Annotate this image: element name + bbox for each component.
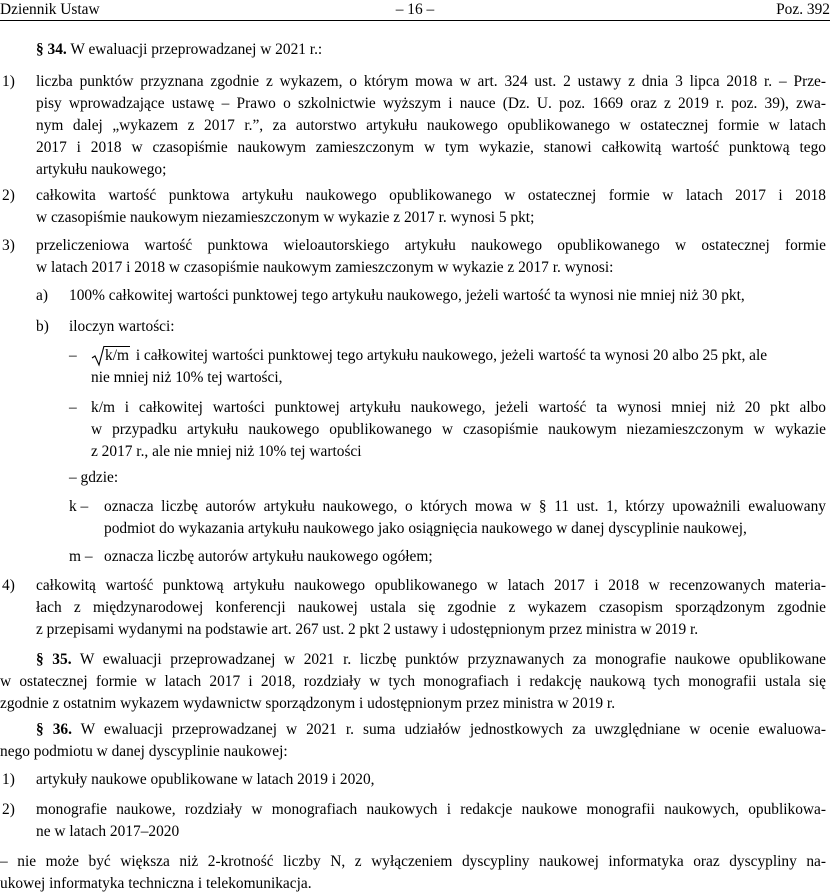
- item-3-line-2: w latach 2017 i 2018 w czasopiśmie naukowym zamieszczonym w wykazie z 2017 r. wynosi:: [36, 259, 614, 276]
- section-36-line-1: [36, 720, 826, 740]
- section-35-line-2: w ostatecznej formie w latach 2017 i 2018, rozdziały w tych monografiach i redakcję naukową tych monografii ustala się: [0, 673, 826, 690]
- section-35-line-1: [36, 650, 826, 670]
- dash-2-line-1: k/m i całkowitej wartości punktowej artykułu naukowego, jeżeli wartość ta wynosi mniej niż 20 pkt albo: [91, 399, 826, 416]
- dash-1-line-1-text: i całkowitej wartości punktowej tego artykułu naukowego, jeżeli wartość ta wynosi 20 albo 25 pkt, ale: [135, 347, 768, 364]
- dash-1-mark: –: [69, 347, 77, 364]
- s36-item-1-text: artykuły naukowe opublikowane w latach 2019 i 2020,: [36, 771, 375, 788]
- sub-a-text: 100% całkowitej wartości punktowej tego artykułu naukowego, jeżeli wartość ta wynosi nie mniej niż 30 pkt,: [69, 287, 745, 304]
- item-1-number: 1): [2, 73, 15, 90]
- dash-1-line-2: nie mniej niż 10% tej wartości,: [91, 369, 283, 386]
- item-3-line-1: przeliczeniowa wartość punktowa wieloautorskiego artykułu naukowego opublikowanego w ostatecznej formie: [36, 237, 826, 254]
- item-4-line-3: z przepisami wydanymi na podstawie art. 267 ust. 2 pkt 2 ustawy i udostępnionym przez ministra w 2019 r.: [36, 621, 699, 638]
- dash-1-line-1: [91, 346, 767, 366]
- s36-item-2-line-1: monografie naukowe, rozdziały w monografiach naukowych i redakcje naukowe monografii naukowych, opublikowa-: [36, 801, 826, 818]
- item-1-line-1: liczba punktów przyznana zgodnie z wykazem, o którym mowa w art. 324 ust. 2 ustawy z dnia 3 lipca 2018 r. – Prze-: [36, 73, 826, 90]
- section-34-number: § 34.: [36, 41, 67, 58]
- item-4-line-1: całkowitą wartość punktową artykułu naukowego opublikowanego w latach 2017 i 2018 w recenzowanych materia-: [36, 577, 826, 594]
- section-35-line-1-text: W ewaluacji przeprowadzanej w 2021 r. liczbę punktów przyznawanych za monografie naukowe opublikowane: [79, 651, 826, 668]
- section-36-tail-line-2: ukowej informatyka techniczna i telekomunikacja.: [0, 875, 312, 892]
- item-2-number: 2): [2, 187, 15, 204]
- dash-2-line-3: z 2017 r., ale nie mniej niż 10% tej wartości: [91, 443, 362, 460]
- def-k-line-2: podmiot do wykazania artykułu naukowego jako osiągnięcia naukowego w danej dyscyplinie naukowej,: [104, 520, 747, 537]
- page-number: – 16 –: [395, 1, 435, 18]
- square-root-icon: [91, 346, 130, 366]
- def-m-text: oznacza liczbę autorów artykułu naukowego ogółem;: [104, 548, 433, 565]
- item-2-line-1: całkowita wartość punktowa artykułu naukowego opublikowanego w ostatecznej formie w latach 2017 i 2018: [36, 187, 826, 204]
- section-36-line-1-text: W ewaluacji przeprowadzanej w 2021 r. suma udziałów jednostkowych za uwzględniane w ocenie ewaluowa-: [80, 721, 826, 738]
- item-1-line-5: artykułu naukowego;: [36, 161, 167, 178]
- journal-title: Dziennik Ustaw: [0, 1, 100, 18]
- where-label: – gdzie:: [69, 469, 119, 486]
- dash-2-mark: –: [69, 399, 77, 416]
- section-36-tail-line-1: – nie może być większa niż 2-krotność liczby N, z wyłączeniem dyscypliny naukowej informatyka oraz dyscypliny na-: [0, 853, 826, 870]
- sub-b-text: iloczyn wartości:: [69, 318, 175, 335]
- item-1-line-3: nym dalej „wykazem z 2017 r.”, za autorstwo artykułu naukowego opublikowanego w ostatecznej formie w latach: [36, 117, 826, 134]
- s36-item-2-number: 2): [2, 801, 15, 818]
- dash-2-line-2: w przypadku artykułu naukowego opublikowanego w czasopiśmie naukowym niezamieszczonym w wykazie: [91, 421, 826, 438]
- sqrt-expression: k/m: [105, 347, 129, 364]
- def-k-symbol: k –: [69, 498, 89, 515]
- item-4-number: 4): [2, 577, 15, 594]
- item-2-line-2: w czasopiśmie naukowym niezamieszczonym w wykazie z 2017 r. wynosi 5 pkt;: [36, 209, 535, 226]
- sub-b-label: b): [36, 318, 49, 335]
- section-35-number: § 35.: [36, 651, 72, 668]
- sub-a-label: a): [36, 287, 48, 304]
- section-36-line-2: nego podmiotu w danej dyscyplinie naukowej:: [0, 743, 288, 760]
- def-k-line-1: oznacza liczbę autorów artykułu naukowego, o których mowa w § 11 ust. 1, którzy upoważnili ewaluowany: [104, 498, 826, 515]
- section-34-intro: [36, 40, 322, 60]
- position-number: Poz. 392: [776, 1, 830, 18]
- s36-item-1-number: 1): [2, 771, 15, 788]
- def-m-symbol: m –: [69, 548, 93, 565]
- section-34-intro-text: W ewaluacji przeprowadzanej w 2021 r.:: [70, 41, 323, 58]
- item-3-number: 3): [2, 237, 15, 254]
- item-1-line-4: 2017 i 2018 w czasopiśmie naukowym zamieszczonym w tym wykazie, stanowi całkowitą wartość punktową tego: [36, 139, 826, 156]
- item-1-line-2: pisy wprowadzające ustawę – Prawo o szkolnictwie wyższym i nauce (Dz. U. poz. 1669 oraz z 2019 r. poz. 39), zwa-: [36, 95, 826, 112]
- section-35-line-3: zgodnie z ostatnim wykazem wydawnictw sporządzonym i udostępnionym przez ministra w 2019 r.: [0, 695, 616, 712]
- section-36-number: § 36.: [36, 721, 72, 738]
- s36-item-2-line-2: ne w latach 2017–2020: [36, 823, 180, 840]
- item-4-line-2: łach z międzynarodowej konferencji naukowej ustala się zgodnie z wykazem czasopism sporządzonym zgodnie: [36, 599, 826, 616]
- page-header: [0, 0, 830, 21]
